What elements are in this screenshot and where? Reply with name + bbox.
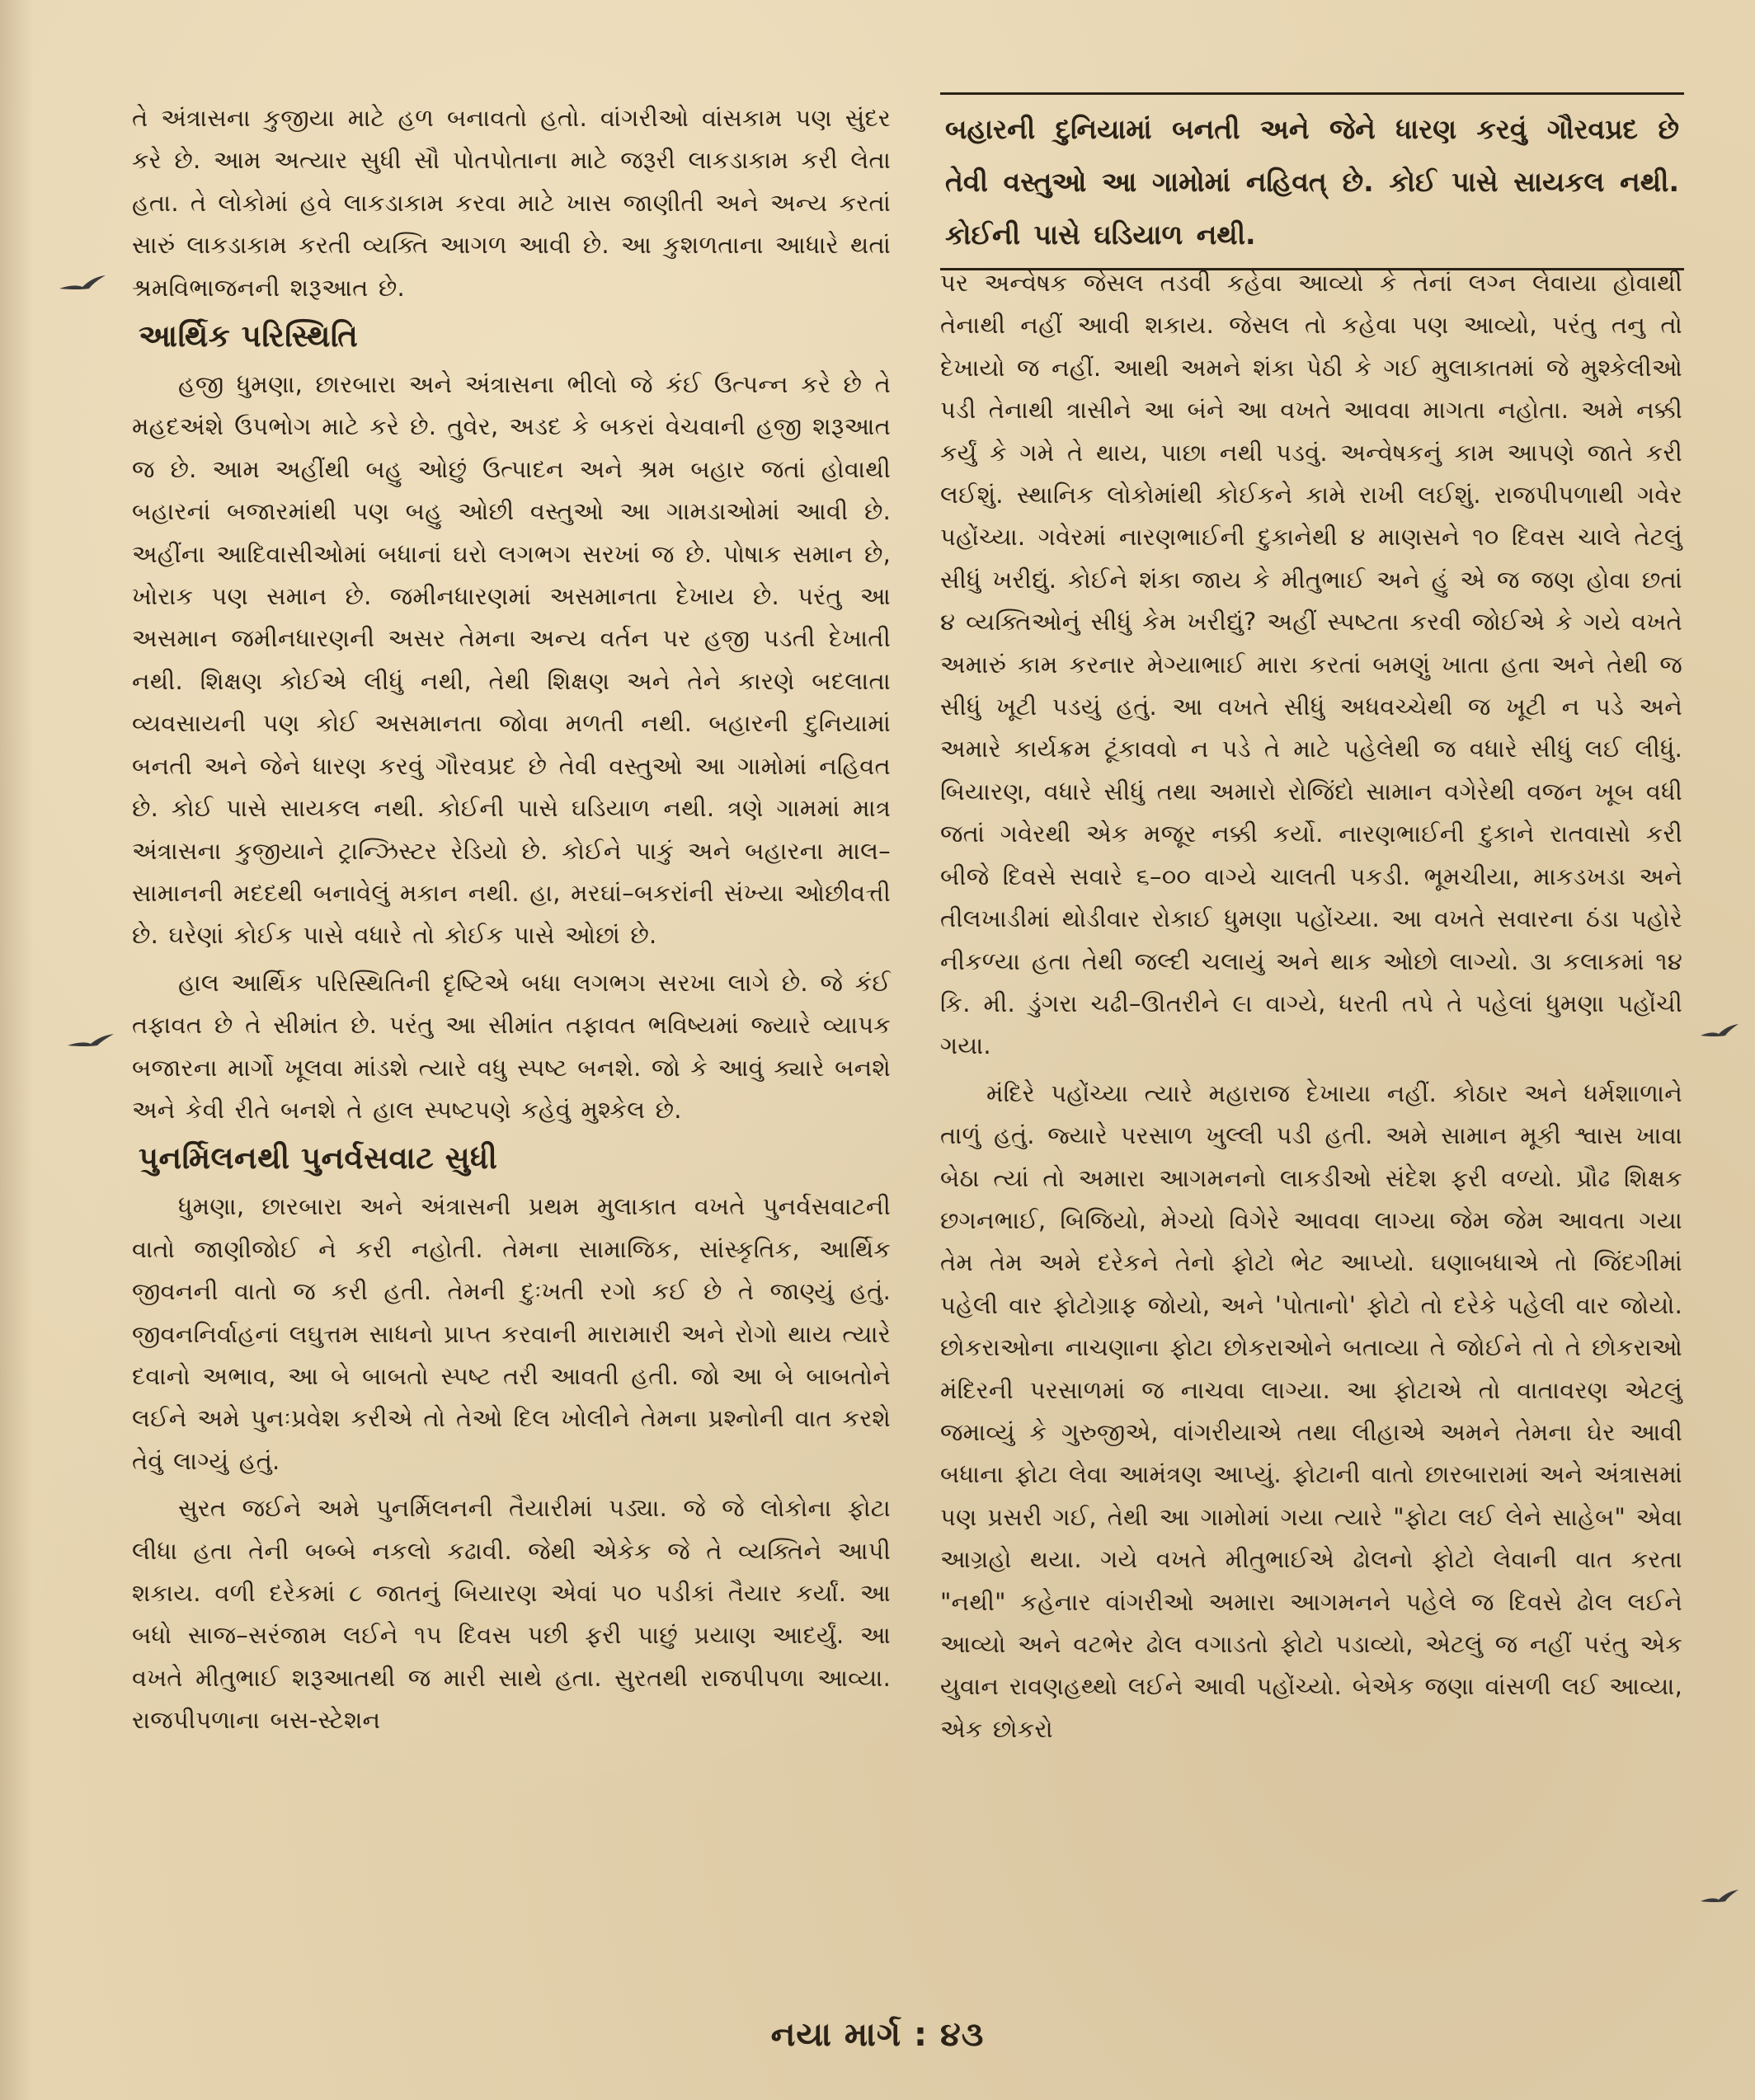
right-paragraph-1: પર અન્વેષક જેસલ તડવી કહેવા આવ્યો કે તેનાં લગ્ન લેવાયા હોવાથી તેનાથી નહીં આવી શકાય. જેસલ તો કહેવા પણ આવ્યો, પરંતુ તનુ તો દેખાયો જ નહીં. આથી અમને શંકા પેઠી કે ગઈ મુલાકાતમાં જે મુશ્કેલીઓ પડી તેનાથી ત્રાસીને આ બંને આ વખતે આવવા માગતા નહોતા. અમે નક્કી કર્યું કે ગમે તે થાય, પાછા નથી પડવું. અન્વેષકનું કામ આપણે જાતે કરી લઈશું. સ્થાનિક લોકોમાંથી કોઈકને કામે રાખી લઈશું. રાજપીપળાથી ગવેર પહોંચ્યા. ગવેરમાં નારણભાઈની દુકાનેથી ૪ માણસને ૧૦ દિવસ ચાલે તેટલું સીધું ખરીદ્યું. કોઈને શંકા જાય કે મીતુભાઈ અને હું એ જ જણ હોવા છતાં ૪ વ્યક્તિઓનું સીધું કેમ ખરીદ્યું? અહીં સ્પષ્ટતા કરવી જોઈએ કે ગયે વખતે અમારું કામ કરનાર મેગ્યાભાઈ મારા કરતાં બમણું ખાતા હતા અને તેથી જ સીધું ખૂટી પડયું હતું. આ વખતે સીધું અધવચ્ચેથી જ ખૂટી ન પડે અને અમારે કાર્યક્રમ ટૂંકાવવો ન પડે તે માટે પહેલેથી જ વધારે સીધું લઈ લીધું. બિયારણ, વધારે સીધું તથા અમારો રોજિંદો સામાન વગેરેથી વજન ખૂબ વધી જતાં ગવેરથી એક મજૂર નક્કી કર્યો. નારણભાઈની દુકાને રાતવાસો કરી બીજે દિવસે સવારે ૬–૦૦ વાગ્યે ચાલતી પકડી. ભૂમચીયા, માકડખડા અને તીલખાડીમાં થોડીવાર રોકાઈ ધુમણા પહોંચ્યા. આ વખતે સવારના ઠંડા પહોરે નીકળ્યા હતા તેથી જલ્દી ચલાયું અને થાક ઓછો લાગ્યો. ૩ા કલાકમાં ૧૪ કિ. મી. ડુંગરા ચઢી–ઊતરીને ૯ા વાગ્યે, ધરતી તપે તે પહેલાં ધુમણા પહોંચી ગયા.	[940, 269, 1682, 1060]
economic-paragraph-2: હાલ આર્થિક પરિસ્થિતિની દૃષ્ટિએ બધા લગભગ સરખા લાગે છે. જે કંઈ તફાવત છે તે સીમાંત છે. પરંતુ આ સીમાંત તફાવત ભવિષ્યમાં જ્યારે વ્યાપક બજારના માર્ગો ખૂલવા માંડશે ત્યારે વધુ સ્પષ્ટ બનશે. જો કે આવું ક્યારે બનશે અને કેવી રીતે બનશે તે હાલ સ્પષ્ટપણે કહેવું મુશ્કેલ છે.	[132, 968, 891, 1124]
page-number: ૪૩	[939, 2016, 985, 2054]
right-paragraph-2: મંદિરે પહોંચ્યા ત્યારે મહારાજ દેખાયા નહીં. કોઠાર અને ધર્મશાળાને તાળું હતું. જ્યારે પરસાળ ખુલ્લી પડી હતી. અમે સામાન મૂકી શ્વાસ ખાવા બેઠા ત્યાં તો અમારા આગમનનો લાકડીઓ સંદેશ ફરી વળ્યો. પ્રૌઢ શિક્ષક છગનભાઈ, બિજિયો, મેગ્યો વિગેરે આવવા લાગ્યા જેમ જેમ આવતા ગયા તેમ તેમ અમે દરેકને તેનો ફોટો ભેટ આપ્યો. ઘણાબધાએ તો જિંદગીમાં પહેલી વાર ફોટોગ્રાફ જોયો, અને 'પોતાનો' ફોટો તો દરેકે પહેલી વાર જોયો. છોકરાઓના નાચણાના ફોટા છોકરાઓને બતાવ્યા તે જોઈને તો તે છોકરાઓ મંદિરની પરસાળમાં જ નાચવા લાગ્યા. આ ફોટાએ તો વાતાવરણ એટલું જમાવ્યું કે ગુરુજીએ, વાંગરીયાએ તથા લીહાએ અમને તેમના ઘેર આવી બધાના ફોટા લેવા આમંત્રણ આપ્યું. ફોટાની વાતો છારબારામાં અને અંત્રાસમાં પણ પ્રસરી ગઈ, તેથી આ ગામોમાં ગયા ત્યારે "ફોટા લઈ લેને સાહેબ" એવા આગ્રહો થયા. ગયે વખતે મીતુભાઈએ ઢોલનો ફોટો લેવાની વાત કરતા "નથી" કહેનાર વાંગરીઓ અમારા આગમનને પહેલે જ દિવસે ઢોલ લઈને આવ્યો અને વટભેર ઢોલ વગાડતો ફોટો પડાવ્યો, એટલું જ નહીં પરંતુ એક યુવાન રાવણહથ્થો લઈને આવી પહોંચ્યો. બેએક જણા વાંસળી લઈ આવ્યા, એક છોકરો	[940, 1078, 1682, 1743]
footer-separator: :	[914, 2016, 929, 2054]
intro-paragraph: તે અંત્રાસના કુજીયા માટે હળ બનાવતો હતો. વાંગરીઓ વાંસકામ પણ સુંદર કરે છે. આમ અત્યાર સુધી સૌ પોતપોતાના માટે જરૂરી લાકડાકામ કરી લેતા હતા. તે લોકોમાં હવે લાકડાકામ કરવા માટે ખાસ જાણીતી અને અન્ય કરતાં સારું લાકડાકામ કરતી વ્યક્તિ આગળ આવી છે. આ કુશળતાના આધારે થતાં શ્રમવિભાજનની શરૂઆત છે.	[132, 104, 891, 302]
right-column	[940, 262, 1682, 1755]
left-column	[132, 97, 891, 1747]
reunion-paragraph-2: સુરત જઈને અમે પુનર્મિલનની તૈયારીમાં પડ્યા. જે જે લોકોના ફોટા લીધા હતા તેની બબ્બે નકલો કઢાવી. જેથી એકેક જે તે વ્યક્તિને આપી શકાય. વળી દરેકમાં ૮ જાતનું બિયારણ એવાં ૫૦ પડીકાં તૈયાર કર્યાં. આ બધો સાજ–સરંજામ લઈને ૧૫ દિવસ પછી ફરી પાછું પ્રયાણ આદર્યું. આ વખતે મીતુભાઈ શરૂઆતથી જ મારી સાથે હતા. સુરતથી રાજપીપળા આવ્યા. રાજપીપળાના બસ-સ્ટેશન	[132, 1494, 891, 1735]
reunion-paragraph-1: ધુમણા, છારબારા અને અંત્રાસની પ્રથમ મુલાકાત વખતે પુનર્વસવાટની વાતો જાણીજોઈ ને કરી નહોતી. તેમના સામાજિક, સાંસ્કૃતિક, આર્થિક જીવનની વાતો જ કરી હતી. તેમની દુઃખતી રગો કઈ છે તે જાણ્યું હતું. જીવનનિર્વાહનાં લઘુત્તમ સાધનો પ્રાપ્ત કરવાની મારામારી અને રોગો થાય ત્યારે દવાનો અભાવ, આ બે બાબતો સ્પષ્ટ તરી આવતી હતી. જો આ બે બાબતોને લઈને અમે પુનઃપ્રવેશ કરીએ તો તેઓ દિલ ખોલીને તેમના પ્રશ્નોની વાત કરશે તેવું લાગ્યું હતું.	[132, 1192, 891, 1475]
pull-quote-box	[940, 92, 1684, 270]
heading-reunion: પુનર્મિલનથી પુનર્વસવાટ સુધી	[139, 1140, 498, 1177]
magazine-name: નયા માર્ગ	[770, 2016, 902, 2054]
page-footer	[0, 2016, 1755, 2054]
heading-economic-condition: આર્થિક પરિસ્થિતિ	[139, 318, 359, 355]
pull-quote-text: બહારની દુનિયામાં બનતી અને જેને ધારણ કરવું ગૌરવપ્રદ છે તેવી વસ્તુઓ આ ગામોમાં નહિવત્ છે. કોઈ પાસે સાયકલ નથી. કોઈની પાસે ઘડિયાળ નથી.	[945, 113, 1679, 251]
economic-paragraph-1: હજી ધુમણા, છારબારા અને અંત્રાસના ભીલો જે કંઈ ઉત્પન્ન કરે છે તે મહદઅંશે ઉપભોગ માટે કરે છે. તુવેર, અડદ કે બકરાં વેચવાની હજી શરૂઆત જ છે. આમ અહીંથી બહુ ઓછું ઉત્પાદન અને શ્રમ બહાર જતાં હોવાથી બહારનાં બજારમાંથી પણ બહુ ઓછી વસ્તુઓ આ ગામડાઓમાં આવી છે. અહીંના આદિવાસીઓમાં બધાનાં ઘરો લગભગ સરખાં જ છે. પોષાક સમાન છે, ખોરાક પણ સમાન છે. જમીનધારણમાં અસમાનતા દેખાય છે. પરંતુ આ અસમાન જમીનધારણની અસર તેમના અન્ય વર્તન પર હજી પડતી દેખાતી નથી. શિક્ષણ કોઈએ લીધું નથી, તેથી શિક્ષણ અને તેને કારણે બદલાતા વ્યવસાયની પણ કોઈ અસમાનતા જોવા મળતી નથી. બહારની દુનિયામાં બનતી અને જેને ધારણ કરવું ગૌરવપ્રદ છે તેવી વસ્તુઓ આ ગામોમાં નહિવત છે. કોઈ પાસે સાયકલ નથી. કોઈની પાસે ઘડિયાળ નથી. ત્રણે ગામમાં માત્ર અંત્રાસના કુજીયાને ટ્રાન્ઝિસ્ટર રેડિયો છે. કોઈને પાકું અને બહારના માલ–સામાનની મદદથી બનાવેલું મકાન નથી. હા, મરઘાં–બકરાંની સંખ્યા ઓછીવત્તી છે. ઘરેણાં કોઈક પાસે વધારે તો કોઈક પાસે ઓછાં છે.	[132, 370, 891, 950]
binding-shadow	[0, 0, 33, 2100]
